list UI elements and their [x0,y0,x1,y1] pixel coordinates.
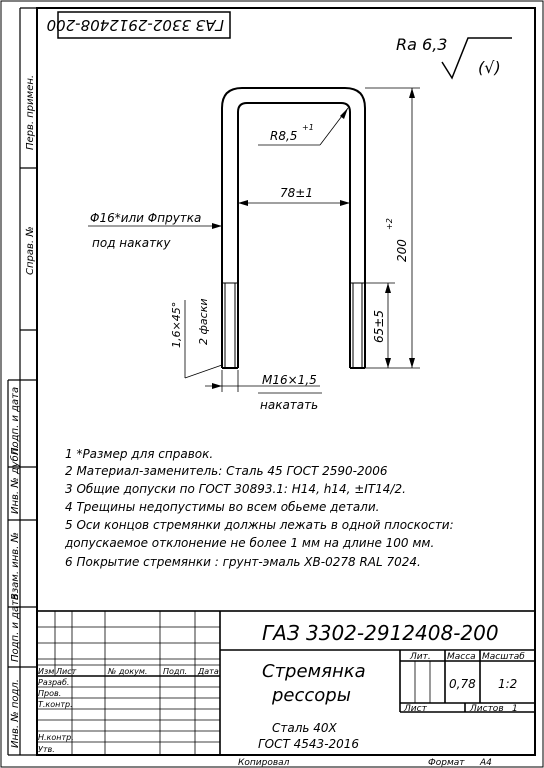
dim-radius-tol: +1 [302,123,314,132]
tb-material-line2: ГОСТ 4543-2016 [258,737,360,751]
side-labels [9,75,36,748]
note-line: 1 *Размер для справок. [65,447,214,461]
technical-notes [64,447,454,569]
tb-material-line1: Сталь 40Х [272,721,337,735]
footer-kopiroval: Копировал [238,758,290,768]
note-line: 5 Оси концов стремянки должны лежать в одной плоскости: [65,518,454,532]
tb-header-doc: № докум. [108,667,148,676]
note-line: 3 Общие допуски по ГОСТ 30893.1: H14, h14, ±IT14/2. [65,482,406,496]
note-line: 6 Покрытие стремянки : грунт-эмаль ХВ-0278 RAL 7024. [65,555,421,569]
note-line: допускаемое отклонение не более 1 мм на длине 100 мм. [65,536,435,550]
footer-format-value: A4 [480,758,492,768]
side-label-podp-data-1: Подп. и дата [10,386,21,455]
dim-diameter: Φ16*или Φпрутка [90,211,202,225]
dim-radius: R8,5 [270,129,298,143]
tb-role: Т.контр. [38,700,73,709]
top-stamp-text: ГАЗ 3302-2912408-200 [46,16,224,34]
dim-thread: M16×1,5 [262,373,317,387]
roughness-value: Ra 6,3 [396,35,448,54]
side-label-sprav: Справ. № [25,226,36,275]
tb-header-list: Лист [56,667,77,676]
tb-masshtab-label: Масштаб [482,652,525,662]
dim-height-tol: +2 [385,218,394,230]
tb-header-podp: Подп. [163,667,188,676]
footer-format: Формат [428,758,465,768]
tb-role: Утв. [38,745,55,754]
tb-list-label: Лист [404,704,427,714]
tb-header-data: Дата [198,667,219,676]
tb-mass-value: 0,78 [449,677,476,691]
note-line: 4 Трещины недопустимы во всем обьеме детали. [65,500,380,514]
thread-lines [222,283,365,368]
dim-chamfer: 1,6×45° [170,301,183,348]
note-line: 2 Материал-заменитель: Сталь 45 ГОСТ 2590-2006 [65,464,388,478]
tb-listov-value: 1 [512,704,518,714]
dim-chamfer-note: 2 фаски [197,298,210,345]
dim-diameter-note: под накатку [92,236,171,250]
tb-role: Пров. [38,689,62,698]
side-label-podp-data-2: Подп. и дата [10,593,21,662]
side-label-inv-podl: Инв. № подл. [10,679,21,748]
dim-height: 200 [395,239,409,262]
side-label-perv: Перв. примен. [25,74,36,150]
tb-designation: ГАЗ 3302-2912408-200 [262,621,499,645]
tb-header-izm: Изм [38,667,55,676]
tb-listov-label: Листов [470,704,504,714]
tb-name-line2: рессоры [272,685,351,706]
tb-scale-value: 1:2 [498,677,518,691]
dim-thread-note: накатать [260,398,319,412]
tb-role: Н.контр. [38,733,74,742]
roughness-other: (√) [478,58,501,77]
tb-role: Разраб. [38,678,70,687]
side-label-inv-dubl: Инв. № дубл. [10,445,21,514]
tb-massa-label: Масса [447,652,476,662]
roughness-symbol [442,38,512,78]
side-label-vzam: Взам. инв. № [10,532,21,600]
tb-lit-label: Лит. [410,652,431,662]
tb-name-line1: Стремянка [262,661,366,682]
dim-width: 78±1 [280,186,313,200]
dim-thread-length: 65±5 [372,310,386,343]
